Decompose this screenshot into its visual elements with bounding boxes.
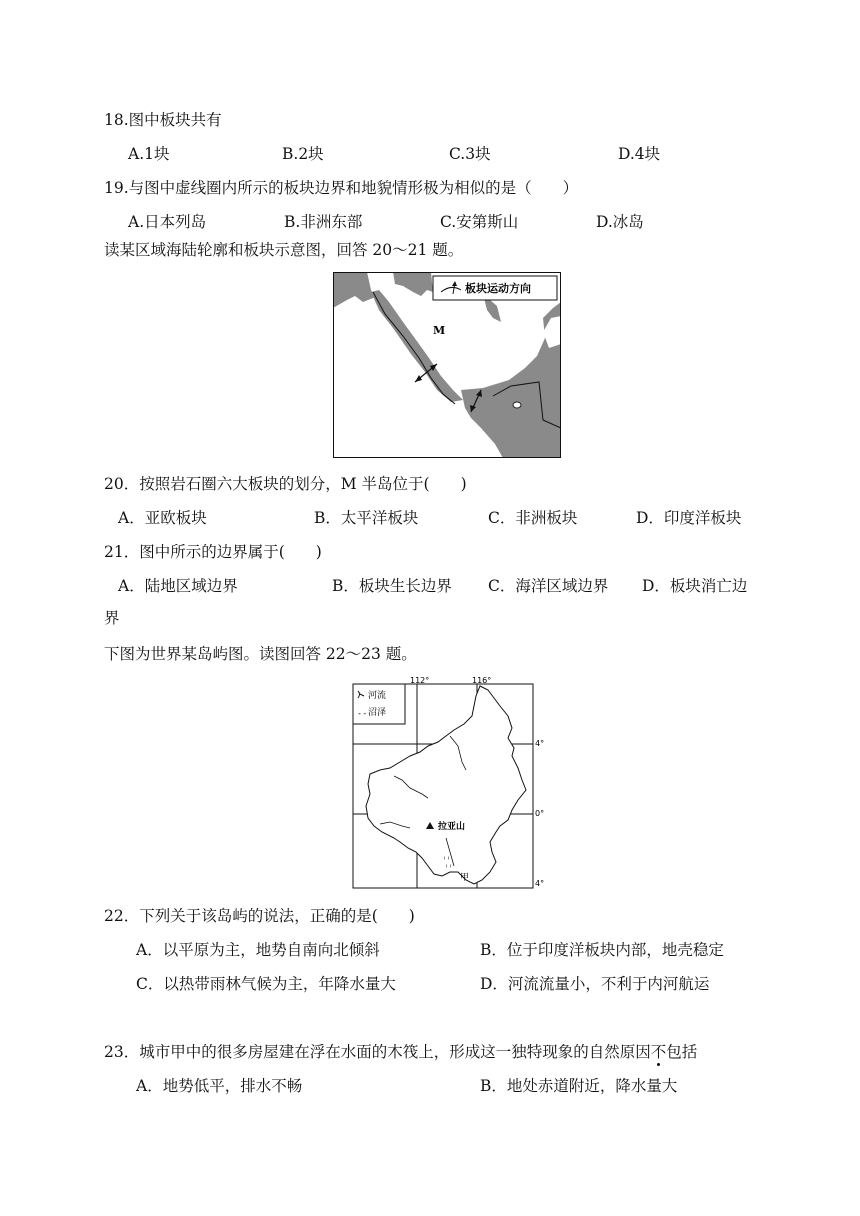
q20-option-a: A．亚欧板块 — [118, 509, 207, 527]
q22-option-c: C．以热带雨林气候为主，年降水量大 — [136, 975, 396, 993]
lat-0: 0° — [535, 809, 545, 818]
legend-swamp: 沼泽 — [368, 708, 387, 718]
plate-map — [333, 272, 561, 458]
q21-option-a: A．陆地区域边界 — [118, 577, 238, 595]
q23-stem-pre: 23．城市甲中的很多房屋建在浮在水面的木筏上，形成这一独特现象的自然原因 — [104, 1043, 651, 1061]
q18-option-a: A.1块 — [128, 145, 170, 163]
q22-option-a: A．以平原为主，地势自南向北倾斜 — [136, 941, 380, 959]
city-label: 甲 — [460, 873, 470, 883]
q18-stem: 18.图中板块共有 — [104, 111, 222, 129]
q23-option-a: A．地势低平，排水不畅 — [136, 1077, 303, 1095]
q23-option-b: B．地处赤道附近，降水量大 — [480, 1077, 678, 1095]
q18-option-d: D.4块 — [618, 145, 661, 163]
q18-option-c: C.3块 — [449, 145, 491, 163]
q20-option-d: D．印度洋板块 — [636, 509, 742, 527]
q21-stem: 21．图中所示的边界属于( ) — [104, 543, 322, 561]
lat-4s: 4° — [535, 879, 545, 888]
q22-option-d: D．河流流量小，不利于内河航运 — [480, 975, 710, 993]
q23-stem-emphasis: 不 — [650, 1043, 667, 1061]
map1-label-m: M — [433, 324, 446, 337]
q19-stem: 19.与图中虚线圈内所示的板块边界和地貌情形极为相似的是（ ） — [104, 179, 579, 197]
q21-option-c: C．海洋区域边界 — [488, 577, 609, 595]
q20-stem: 20．按照岩石圈六大板块的划分，M 半岛位于( ) — [104, 475, 467, 493]
q20-option-b: B．太平洋板块 — [314, 509, 419, 527]
lon-116: 116° — [472, 676, 492, 685]
q19-option-a: A.日本列岛 — [128, 213, 207, 231]
q23-stem — [104, 1042, 697, 1062]
intro-22-23: 下图为世界某岛屿图。读图回答 22～23 题。 — [104, 645, 417, 663]
q20-option-c: C．非洲板块 — [488, 509, 578, 527]
legend-river: 河流 — [368, 691, 387, 701]
intro-20-21: 读某区域海陆轮廓和板块示意图，回答 20～21 题。 — [104, 241, 464, 259]
q21-option-b: B．板块生长边界 — [332, 577, 452, 595]
q21-option-d-wrap: 界 — [104, 609, 120, 627]
map1-legend: 板块运动方向 — [465, 282, 531, 295]
q19-option-c: C.安第斯山 — [440, 213, 519, 231]
mountain-label: 拉亚山 — [438, 822, 466, 832]
island-map — [350, 676, 550, 890]
lon-112: 112° — [410, 676, 430, 685]
lat-4n: 4° — [535, 739, 545, 748]
svg-text:ⁱ ⁱ: ⁱ ⁱ — [444, 855, 450, 864]
q23-stem-post: 包括 — [666, 1043, 698, 1061]
q19-option-d: D.冰岛 — [596, 213, 644, 231]
q22-stem: 22．下列关于该岛屿的说法，正确的是( ) — [104, 907, 415, 925]
q18-option-b: B.2块 — [282, 145, 324, 163]
svg-text:- -: - - — [358, 709, 367, 718]
svg-text:ⁱ ⁱ: ⁱ ⁱ — [446, 863, 452, 872]
q22-option-b: B．位于印度洋板块内部，地壳稳定 — [480, 941, 724, 959]
q19-option-b: B.非洲东部 — [284, 213, 363, 231]
q21-option-d: D．板块消亡边 — [642, 577, 748, 595]
